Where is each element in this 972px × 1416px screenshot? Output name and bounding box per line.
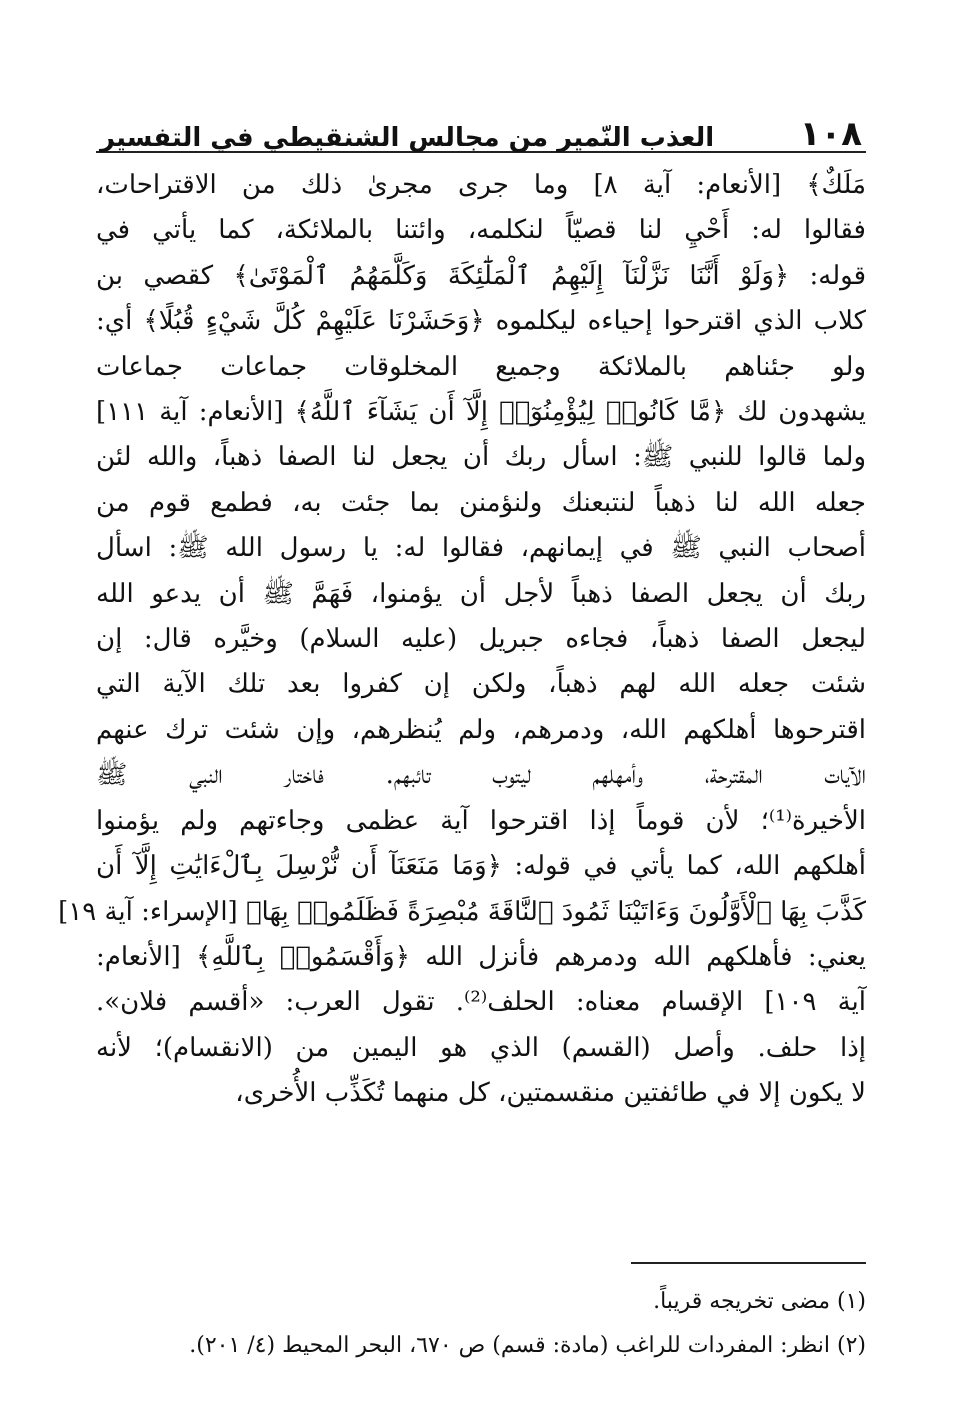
page-number: ١٠٨	[799, 114, 862, 154]
text-line: يشهدون لك ﴿مَّا كَانُوا۟ لِيُؤْمِنُوٓا۟ إِلَّآ أَن يَشَآءَ ٱللَّهُ﴾ [الأنعام: آية ١١١]	[96, 397, 866, 428]
text-line: لا يكون إلا في طائفتين منقسمتين، كل منهما تُكَذِّب الأُخرى،	[235, 1078, 866, 1109]
text-line: ولما قالوا للنبي ﷺ: اسأل ربك أن يجعل لنا الصفا ذهباً، والله لئن	[96, 442, 866, 473]
running-header	[96, 105, 866, 153]
text-line: ليجعل الصفا ذهباً، فجاءه جبريل (عليه السلام) وخيَّره قال: إن	[96, 624, 866, 655]
text-line: فقالوا له: أَحْيِ لنا قصيّاً لنكلمه، وائتنا بالملائكة، كما يأتي في	[96, 215, 866, 246]
book-page	[58, 105, 866, 1117]
main-text	[58, 163, 866, 1117]
text-line: قوله: ﴿وَلَوْ أَنَّنَا نَزَّلْنَآ إِلَيْهِمُ ٱلْمَلَٰٓئِكَةَ وَكَلَّمَهُمُ ٱلْمَوْتَىٰ﴾ كقصي بن	[96, 260, 866, 291]
text-line: إذا حلف. وأصل (القسم) الذي هو اليمين من (الانقسام)؛ لأنه	[96, 1032, 866, 1063]
text-line: أصحاب النبي ﷺ في إيمانهم، فقالوا له: يا رسول الله ﷺ: اسأل	[96, 533, 866, 564]
text-line: شئت جعله الله لهم ذهباً، ولكن إن كفروا بعد تلك الآية التي	[96, 669, 866, 700]
text-line: مَلَكٌ﴾ [الأنعام: آية ٨] وما جرى مجرىٰ ذلك من الاقتراحات،	[96, 170, 866, 200]
text-line: آية ١٠٩] الإقسام معناه: الحلف⁽²⁾. تقول العرب: «أقسم فلان».	[96, 987, 866, 1018]
text-line: ولو جئناهم بالملائكة وجميع المخلوقات جماعات جماعات	[96, 351, 866, 382]
text-line: كَذَّبَ بِهَا ٱلْأَوَّلُونَ وَءَاتَيْنَا ثَمُودَ ٱلنَّاقَةَ مُبْصِرَةً فَظَلَمُوا۟ بِهَا﴾ [الإسراء: آية ١٩]	[58, 896, 866, 927]
footnote-1: (١) مضى تخريجه قريباً.	[653, 1289, 866, 1314]
text-line: أهلكهم الله، كما يأتي في قوله: ﴿وَمَا مَنَعَنَآ أَن نُّرْسِلَ بِٱلْءَايَٰتِ إِلَّآ أَن	[96, 851, 866, 882]
footnotes	[96, 1280, 866, 1368]
text-line: اقترحوها أهلكهم الله، ودمرهم، ولم يُنظرهم، وإن شئت ترك عنهم	[96, 714, 866, 745]
text-line: ربك أن يجعل الصفا ذهباً لأجل أن يؤمنوا، فَهَمَّ ﷺ أن يدعو الله	[96, 578, 866, 609]
text-line: الأخيرة⁽¹⁾؛ لأن قوماً إذا اقترحوا آية عظمى وجاءتهم ولم يؤمنوا	[96, 805, 866, 836]
text-line: كلاب الذي اقترحوا إحياءه ليكلموه ﴿وَحَشَرْنَا عَلَيْهِمْ كُلَّ شَيْءٍ قُبُلًا﴾ أي:	[96, 306, 866, 337]
text-line: جعله الله لنا ذهباً لنتبعنك ولنؤمنن بما جئت به، فطمع قوم من	[96, 487, 866, 518]
footnote-2: (٢) انظر: المفردات للراغب (مادة: قسم) ص ٦٧٠، البحر المحيط (٤/ ٢٠١).	[189, 1333, 866, 1358]
text-line: يعني: فأهلكهم الله ودمرهم فأنزل الله ﴿وَأَقْسَمُوا۟ بِٱللَّهِ﴾ [الأنعام:	[96, 941, 866, 972]
book-title: العذب النّمير من مجالس الشنقيطي في التفسير	[100, 123, 715, 153]
text-line: الآيات المقترحة، وأمهلهم ليتوب تائبهم. فاختار النبي ﷺ	[96, 760, 866, 791]
